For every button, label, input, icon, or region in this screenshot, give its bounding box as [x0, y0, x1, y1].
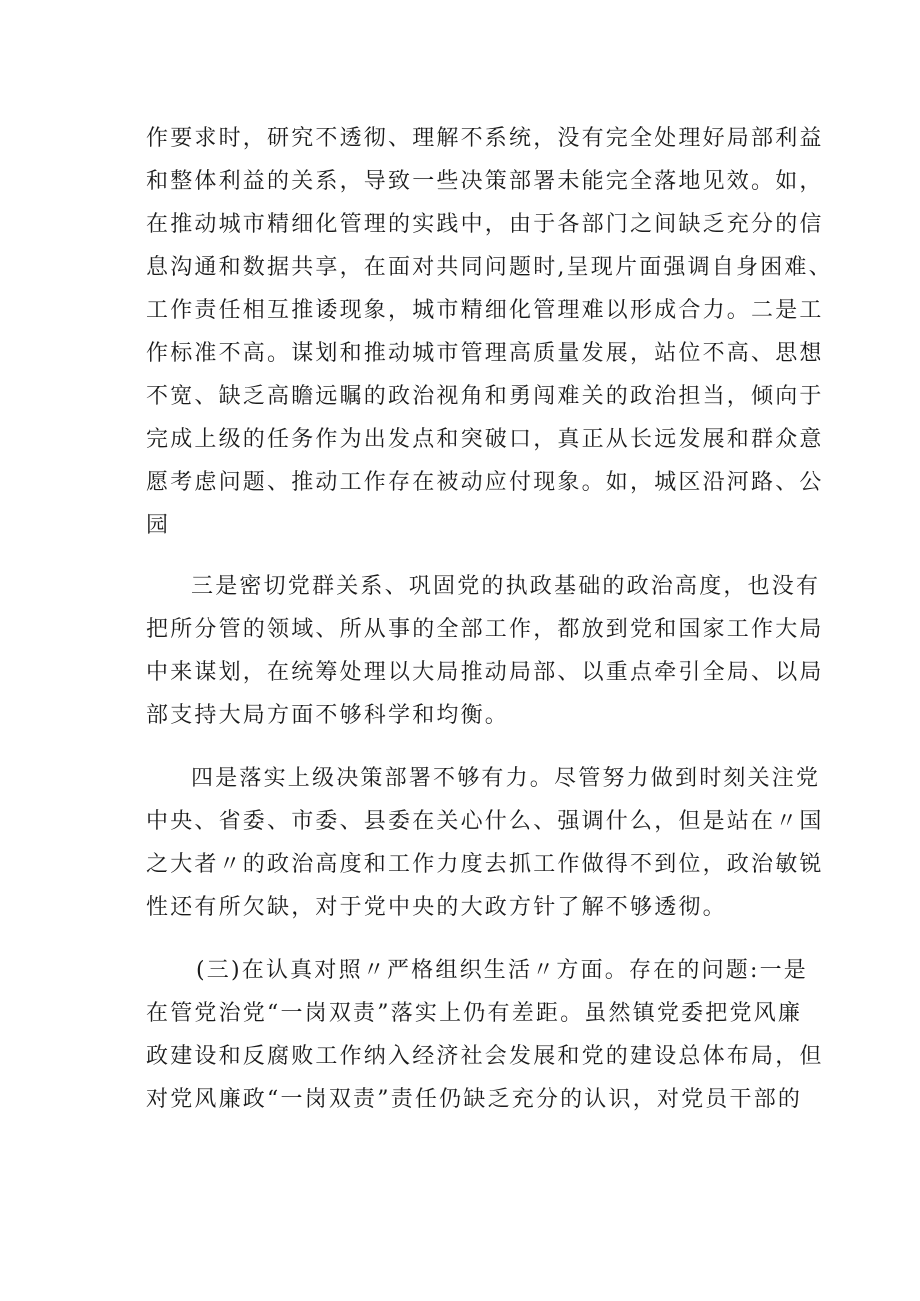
- text-line: 四是落实上级决策部署不够有力。尽管努力做到时刻关注党: [191, 766, 821, 791]
- text-line: 不宽、缺乏高瞻远瞩的政治视角和勇闯难关的政治担当，倾向于: [146, 384, 824, 409]
- text-line: 三是密切党群关系、巩固党的执政基础的政治高度，也没有: [191, 574, 821, 599]
- text-line: 和整体利益的关系，导致一些决策部署未能完全落地见效。如，: [146, 169, 824, 194]
- text-line: 工作责任相互推诿现象，城市精细化管理难以形成合力。二是工: [146, 298, 824, 323]
- text-line: 愿考虑问题、推动工作存在被动应付现象。如，城区沿河路、公: [146, 470, 824, 495]
- text-line: 性还有所欠缺，对于党中央的大政方针了解不够透彻。: [146, 895, 727, 920]
- text-line: 政建设和反腐败工作纳入经济社会发展和党的建设总体布局，但: [146, 1044, 824, 1069]
- text-line: 中央、省委、市委、县委在关心什么、强调什么，但是站在〃国: [146, 809, 824, 834]
- text-line: 对党风廉政“一岗双责”责任仍缺乏充分的认识，对党员干部的: [146, 1087, 803, 1112]
- text-line: 息沟通和数据共享，在面对共同问题时,呈现片面强调自身困难、: [146, 255, 833, 280]
- text-line: 作标准不高。谋划和推动城市管理高质量发展，站位不高、思想: [146, 341, 824, 366]
- text-line: 作要求时，研究不透彻、理解不系统，没有完全处理好局部利益: [146, 126, 824, 151]
- text-line: 在管党治党“一岗双责”落实上仍有差距。虽然镇党委把党风廉: [146, 1001, 803, 1026]
- text-line: 把所分管的领域、所从事的全部工作，都放到党和国家工作大局: [146, 617, 824, 642]
- text-line: 在推动城市精细化管理的实践中，由于各部门之间缺乏充分的信: [146, 212, 824, 237]
- text-line: 之大者〃的政治高度和工作力度去抓工作做得不到位，政治敏锐: [146, 852, 824, 877]
- text-line: (三)在认真对照〃严格组织生活〃方面。存在的问题:一是: [196, 958, 808, 983]
- text-line: 中来谋划，在统筹处理以大局推动局部、以重点牵引全局、以局: [146, 660, 824, 685]
- text-line: 园: [146, 513, 171, 538]
- text-line: 部支持大局方面不够科学和均衡。: [146, 703, 510, 728]
- text-line: 完成上级的任务作为出发点和突破口，真正从长远发展和群众意: [146, 427, 824, 452]
